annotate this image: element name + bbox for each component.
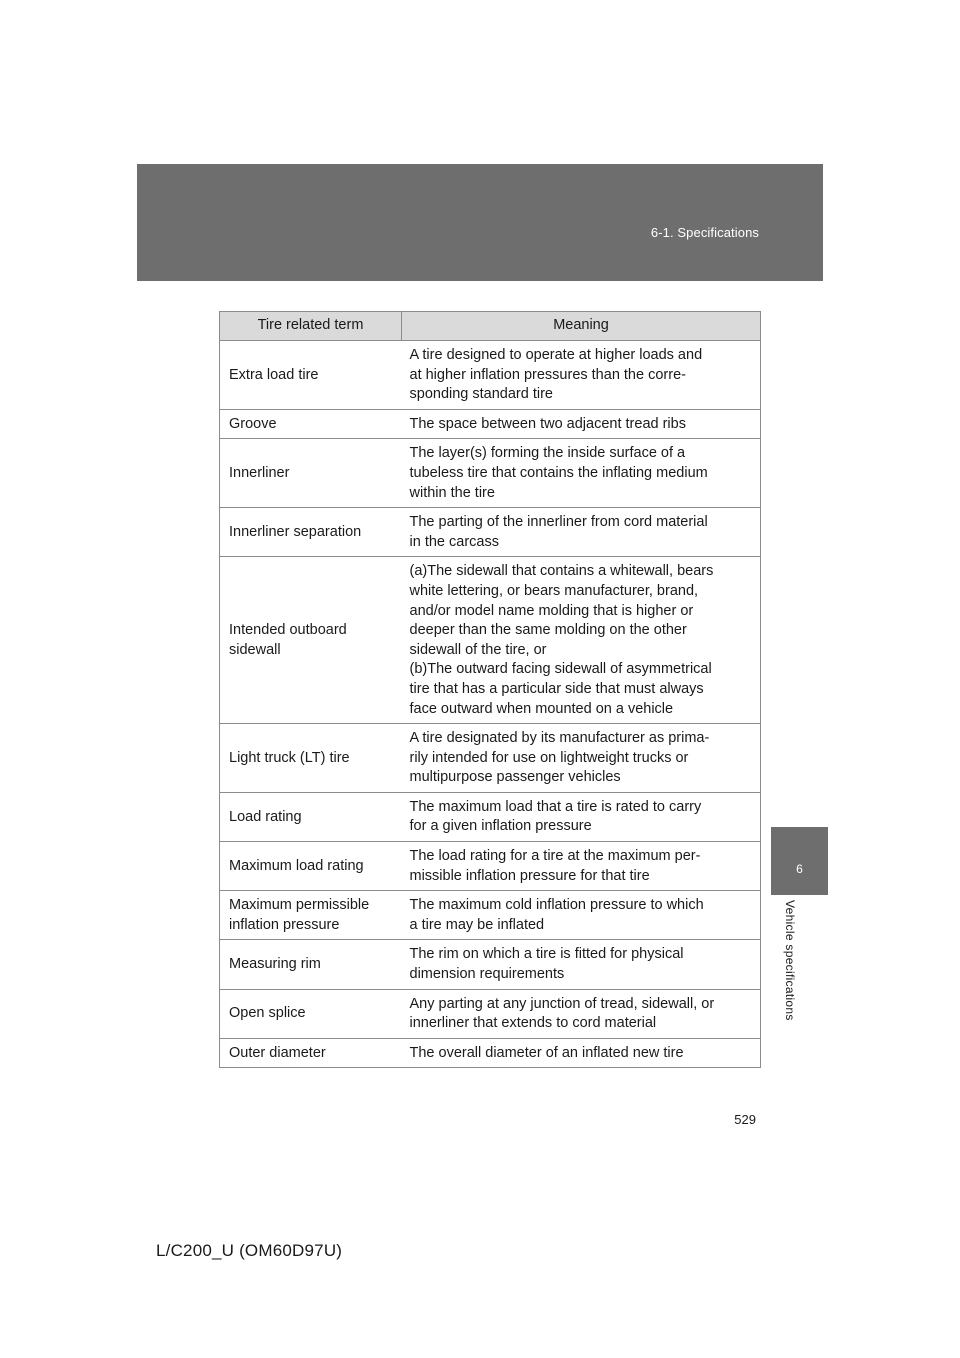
term-text: Light truck (LT) tire [229, 749, 350, 766]
term-text: Measuring rim [229, 956, 321, 973]
term-cell [220, 940, 402, 989]
term-text: Maximum load rating [229, 857, 364, 874]
table-row [220, 409, 761, 439]
table-row [220, 940, 761, 989]
meaning-text: The maximum load that a tire is rated to carry for a given inflation pressure [409, 798, 702, 835]
table-row [220, 341, 761, 410]
table-row [220, 792, 761, 841]
meaning-cell [402, 409, 761, 439]
meaning-text: The space between two adjacent tread ribs [409, 415, 686, 432]
table-row [220, 842, 761, 891]
table-row [220, 724, 761, 793]
term-text: Intended outboard sidewall [229, 622, 347, 658]
term-cell [220, 508, 402, 557]
meaning-cell [402, 940, 761, 989]
chapter-tab [771, 827, 828, 895]
term-text: Innerliner [229, 464, 290, 481]
meaning-text: A tire designated by its manufacturer as prima- rily intended for use on lightweight trucks or multipurpose passenger vehicles [409, 730, 710, 786]
table-row [220, 891, 761, 940]
meaning-cell [402, 989, 761, 1038]
document-code: L/C200_U (OM60D97U) [156, 1241, 343, 1260]
term-cell [220, 439, 402, 508]
section-title: 6-1. Specifications [650, 225, 759, 240]
term-text: Extra load tire [229, 366, 319, 383]
chapter-label: Vehicle specifications [783, 900, 797, 1021]
term-cell [220, 409, 402, 439]
meaning-cell [402, 557, 761, 724]
chapter-number: 6 [796, 862, 803, 876]
term-text: Outer diameter [229, 1044, 326, 1061]
meaning-text: The rim on which a tire is fitted for physical dimension requirements [409, 946, 684, 983]
term-cell [220, 724, 402, 793]
meaning-cell [402, 439, 761, 508]
meaning-text: The layer(s) forming the inside surface of a tubeless tire that contains the inflating medium within the tire [409, 445, 708, 501]
meaning-text: Any parting at any junction of tread, sidewall, or innerliner that extends to cord material [409, 995, 715, 1032]
meaning-cell [402, 341, 761, 410]
meaning-text: The maximum cold inflation pressure to which a tire may be inflated [409, 897, 704, 933]
term-cell [220, 842, 402, 891]
header-band [137, 164, 823, 281]
term-text: Load rating [229, 808, 302, 825]
meaning-cell [402, 842, 761, 891]
meaning-cell [402, 792, 761, 841]
table-row [220, 989, 761, 1038]
meaning-text: The overall diameter of an inflated new tire [409, 1044, 684, 1061]
table-body [220, 341, 761, 1068]
term-text: Maximum permissible inflation pressure [229, 897, 370, 933]
meaning-text: The parting of the innerliner from cord material in the carcass [409, 514, 708, 550]
meaning-cell [402, 891, 761, 940]
term-cell [220, 557, 402, 724]
meaning-cell [402, 508, 761, 557]
term-text: Groove [229, 415, 277, 432]
term-cell [220, 891, 402, 940]
term-cell [220, 989, 402, 1038]
term-text: Innerliner separation [229, 523, 362, 540]
tire-terms-table [219, 311, 761, 1068]
table-row [220, 1038, 761, 1068]
table-header-row [220, 312, 761, 341]
meaning-text: (a)The sidewall that contains a whitewall, bears white lettering, or bears manufacturer, brand, and/or model name molding that is higher or deeper than the same molding on the other sidewall of the tire, or (b)The outward facing sidewall of asymmetrical tire that has a particular side that must always face outward when mounted on a vehicle [409, 563, 714, 717]
table-row [220, 557, 761, 724]
meaning-cell [402, 724, 761, 793]
term-cell [220, 1038, 402, 1068]
term-cell [220, 792, 402, 841]
meaning-text: The load rating for a tire at the maximum per- missible inflation pressure for that tire [409, 848, 701, 884]
column-header-meaning: Meaning [402, 312, 761, 341]
table-row [220, 508, 761, 557]
table-row [220, 439, 761, 508]
column-header-term: Tire related term [220, 312, 402, 341]
page-number: 529 [734, 1112, 756, 1127]
term-cell [220, 341, 402, 410]
term-text: Open splice [229, 1005, 306, 1022]
meaning-text: A tire designed to operate at higher loads and at higher inflation pressures than the corre- sponding standard tire [409, 347, 703, 403]
meaning-cell [402, 1038, 761, 1068]
